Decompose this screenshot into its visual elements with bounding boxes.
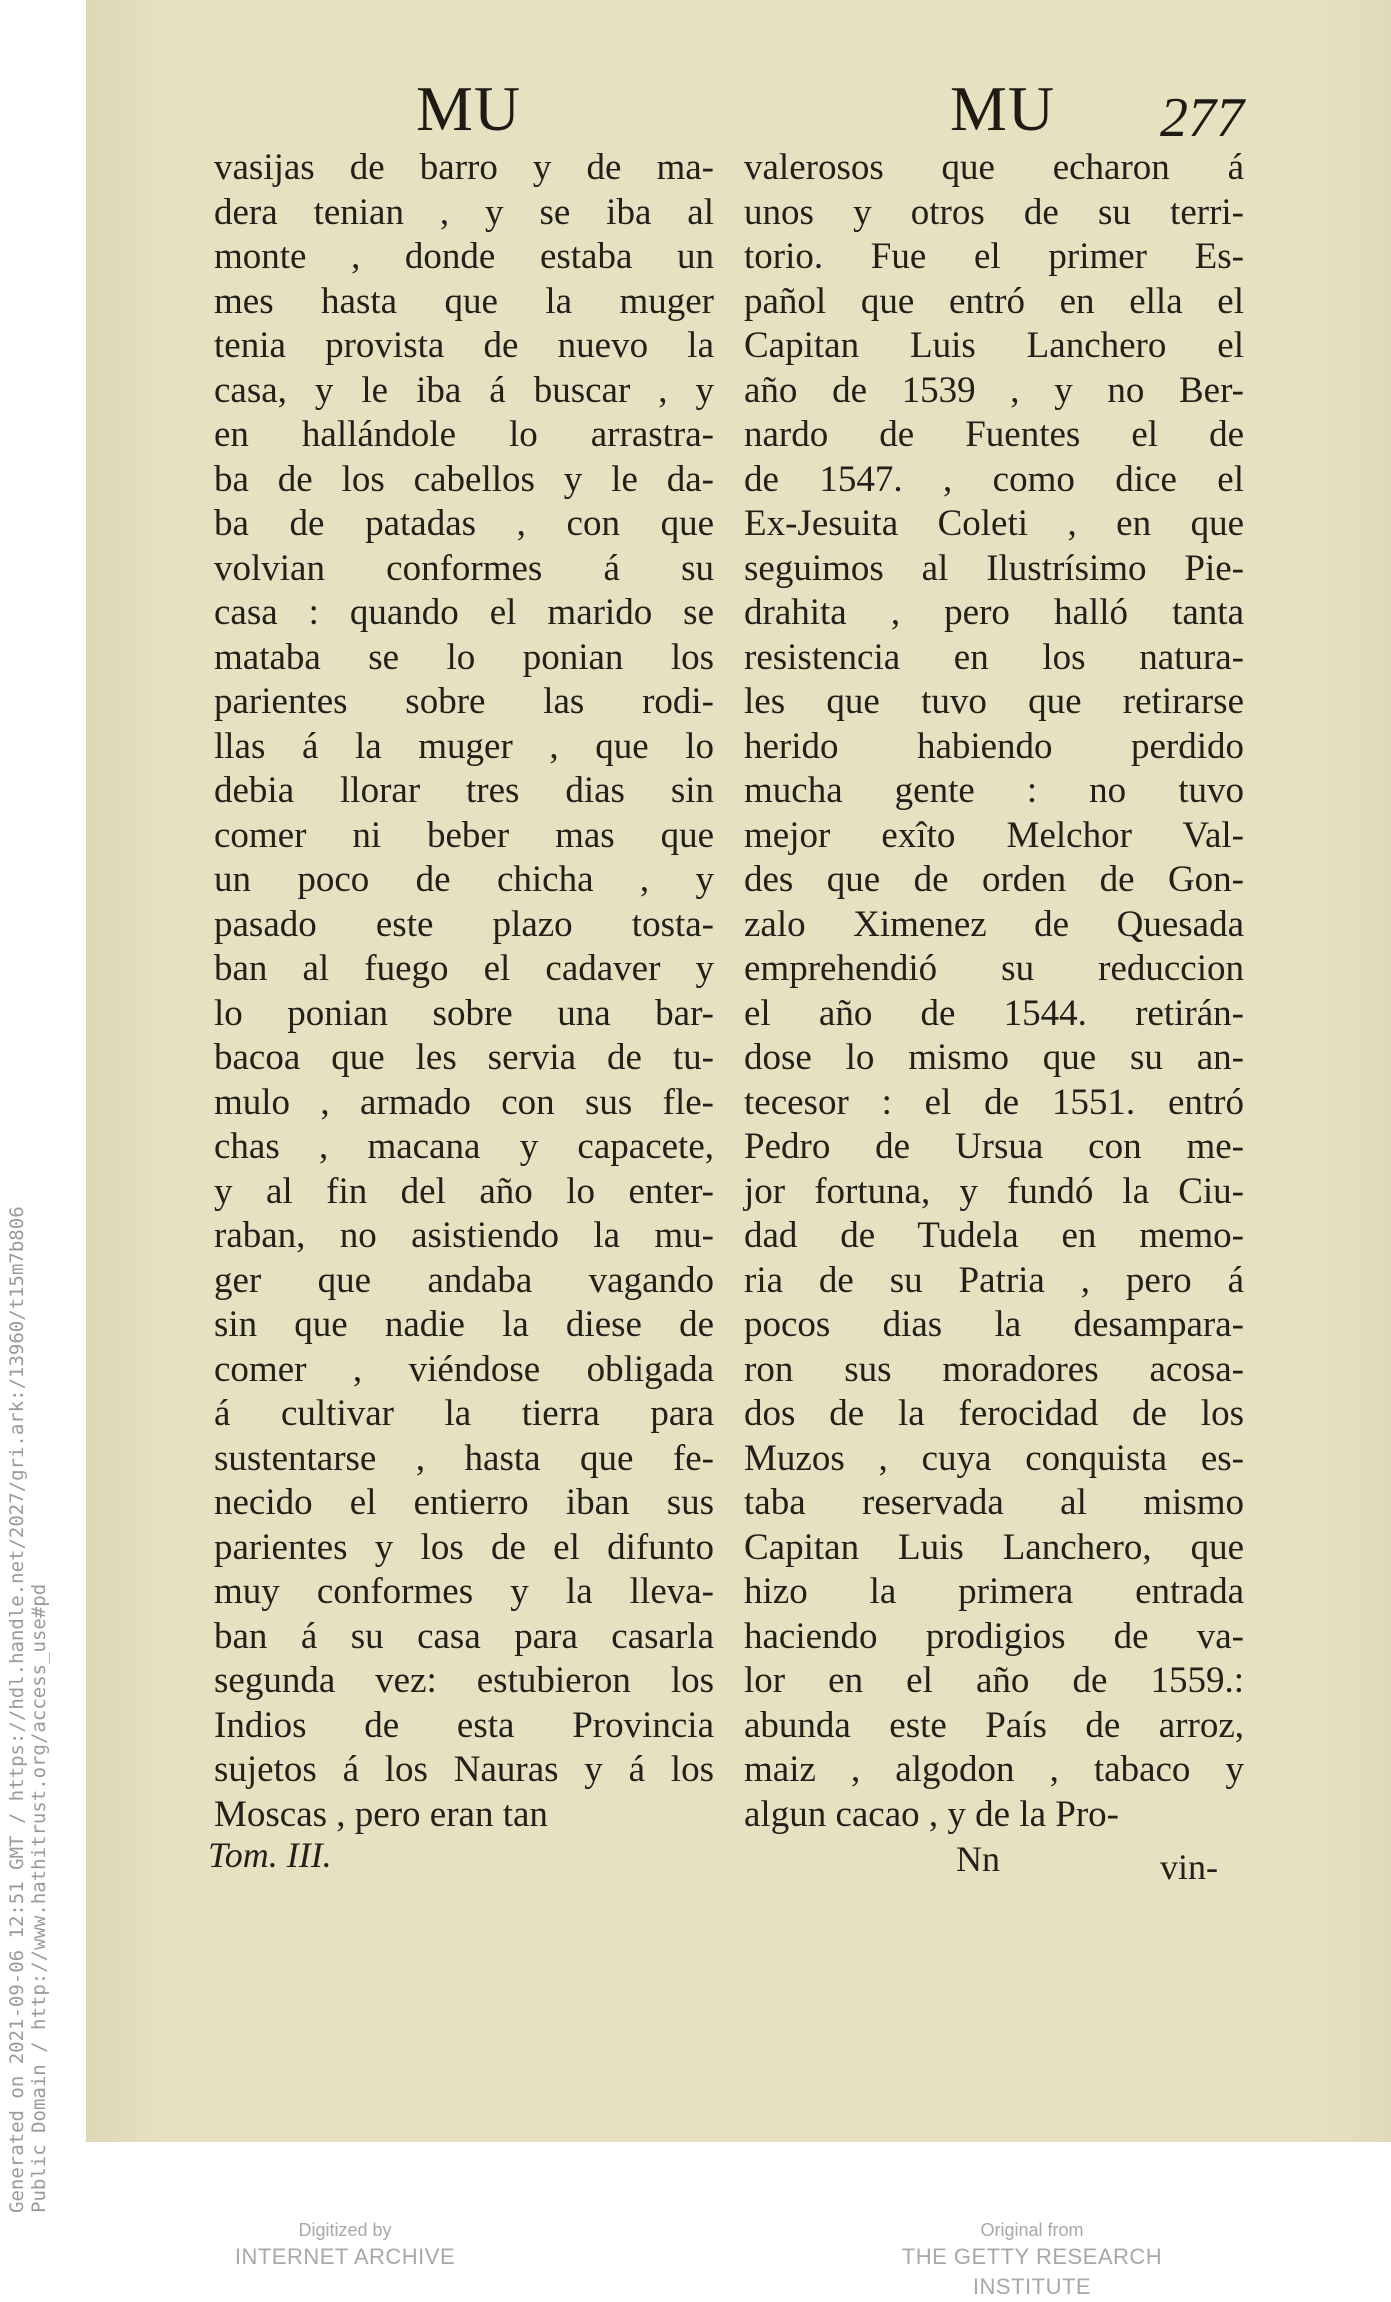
text-line: y al fin del año lo enter- — [214, 1170, 714, 1212]
digitized-by-label: Digitized by — [298, 2220, 392, 2240]
text-line: casa, y le iba á buscar , y — [214, 369, 714, 411]
text-line: un poco de chicha , y — [214, 859, 714, 900]
text-line: ron sus moradores acosa- — [744, 1348, 1244, 1390]
text-line: comer ni beber mas que — [214, 814, 714, 856]
text-line: Capitan Luis Lanchero, que — [744, 1526, 1244, 1568]
text-line: muy conformes y la lleva- — [214, 1571, 714, 1612]
text-line: comer , viéndose obligada — [214, 1348, 714, 1390]
internet-archive-label: INTERNET ARCHIVE — [234, 2244, 456, 2269]
text-line: Indios de esta Provincia — [214, 1704, 714, 1746]
text-line: raban, no asistiendo la mu- — [214, 1215, 714, 1256]
text-line: sustentarse , hasta que fe- — [214, 1437, 714, 1479]
text-line: Ex-Jesuita Coleti , en que — [744, 503, 1244, 544]
text-line: volvian conformes á su — [214, 547, 714, 589]
text-line: ban á su casa para casarla — [214, 1615, 714, 1657]
stamp-public-domain-line: Public Domain / http://www.hathitrust.org/access_use#pd — [28, 1583, 50, 2213]
volume-label: Tom. III. — [208, 1835, 332, 1875]
hathitrust-stamp — [4, 1115, 52, 2235]
text-line: llas á la muger , que lo — [214, 725, 714, 767]
stamp-generated-line: Generated on 2021-09-06 12:51 GMT / https://hdl.handle.net/2027/gri.ark:/13960/t15m7b806 — [6, 1206, 28, 2213]
text-line: herido habiendo perdido — [744, 725, 1244, 767]
text-line: necido el entierro iban sus — [214, 1482, 714, 1523]
text-line: en hallándole lo arrastra- — [214, 414, 714, 455]
text-line: tenia provista de nuevo la — [214, 325, 714, 366]
text-line: debia llorar tres dias sin — [214, 770, 714, 811]
text-line: mes hasta que la muger — [214, 280, 714, 322]
signature-mark: Nn — [956, 1839, 1000, 1879]
text-line: ger que andaba vagando — [214, 1259, 714, 1301]
text-line: nardo de Fuentes el de — [744, 414, 1244, 455]
right-text-column — [744, 146, 1244, 1837]
text-line: parientes sobre las rodi- — [214, 681, 714, 722]
text-line: lor en el año de 1559.: — [744, 1660, 1244, 1701]
text-line: parientes y los de el difunto — [214, 1526, 714, 1568]
text-line: ba de patadas , con que — [214, 503, 714, 544]
text-line: de 1547. , como dice el — [744, 458, 1244, 500]
text-line: casa : quando el marido se — [214, 592, 714, 633]
original-from-label: Original from — [980, 2220, 1084, 2240]
left-running-head: MU — [416, 73, 522, 144]
digitized-by-credit — [220, 2218, 470, 2272]
text-line: Capitan Luis Lanchero el — [744, 325, 1244, 366]
text-line: taba reservada al mismo — [744, 1482, 1244, 1523]
text-line: sujetos á los Nauras y á los — [214, 1749, 714, 1790]
text-line: Pedro de Ursua con me- — [744, 1126, 1244, 1167]
text-line: algun cacao , y de la Pro- — [744, 1793, 1119, 1835]
text-line: mejor exîto Melchor Val- — [744, 814, 1244, 856]
text-line: dose lo mismo que su an- — [744, 1037, 1244, 1078]
text-line: mucha gente : no tuvo — [744, 770, 1244, 811]
text-line: Muzos , cuya conquista es- — [744, 1437, 1244, 1479]
text-line: unos y otros de su terri- — [744, 191, 1244, 233]
text-line: valerosos que echaron á — [744, 147, 1244, 188]
text-line: el año de 1544. retirán- — [744, 992, 1244, 1034]
text-line: ria de su Patria , pero á — [744, 1259, 1244, 1301]
text-line: bacoa que les servia de tu- — [214, 1037, 714, 1078]
text-line: emprehendió su reduccion — [744, 948, 1244, 989]
text-line: ba de los cabellos y le da- — [214, 458, 714, 500]
page-number: 277 — [1160, 87, 1244, 149]
text-line: mataba se lo ponian los — [214, 636, 714, 678]
text-line: sin que nadie la diese de — [214, 1304, 714, 1345]
text-line: dera tenian , y se iba al — [214, 191, 714, 233]
text-line: maiz , algodon , tabaco y — [744, 1749, 1244, 1790]
text-line: zalo Ximenez de Quesada — [744, 903, 1244, 945]
text-line: torio. Fue el primer Es- — [744, 236, 1244, 277]
text-line: monte , donde estaba un — [214, 236, 714, 277]
text-line: hizo la primera entrada — [744, 1571, 1244, 1612]
original-from-credit — [842, 2218, 1222, 2302]
text-line: dos de la ferocidad de los — [744, 1393, 1244, 1434]
text-line: des que de orden de Gon- — [744, 859, 1244, 900]
text-line: tecesor : el de 1551. entró — [744, 1081, 1244, 1123]
text-line: pañol que entró en ella el — [744, 280, 1244, 322]
text-line: abunda este País de arroz, — [744, 1704, 1244, 1746]
text-line: Moscas , pero eran tan — [214, 1793, 548, 1835]
left-text-column — [214, 146, 714, 1837]
text-line: jor fortuna, y fundó la Ciu- — [744, 1170, 1244, 1212]
text-line: pocos dias la desampara- — [744, 1304, 1244, 1345]
text-line: ban al fuego el cadaver y — [214, 948, 714, 989]
text-line: vasijas de barro y de ma- — [214, 147, 714, 188]
text-line: seguimos al Ilustrísimo Pie- — [744, 547, 1244, 589]
text-line: haciendo prodigios de va- — [744, 1615, 1244, 1657]
getty-institute-label: THE GETTY RESEARCH INSTITUTE — [901, 2244, 1163, 2299]
text-line: á cultivar la tierra para — [214, 1393, 714, 1434]
text-line: mulo , armado con sus fle- — [214, 1081, 714, 1123]
text-line: chas , macana y capacete, — [214, 1126, 714, 1167]
text-line: pasado este plazo tosta- — [214, 903, 714, 945]
text-line: lo ponian sobre una bar- — [214, 992, 714, 1034]
text-line: dad de Tudela en memo- — [744, 1215, 1244, 1256]
text-line: les que tuvo que retirarse — [744, 681, 1244, 722]
catchword: vin- — [1160, 1847, 1218, 1887]
right-running-head: MU — [950, 73, 1056, 144]
text-line: segunda vez: estubieron los — [214, 1660, 714, 1701]
text-line: resistencia en los natura- — [744, 636, 1244, 678]
text-line: año de 1539 , y no Ber- — [744, 369, 1244, 411]
text-line: drahita , pero halló tanta — [744, 592, 1244, 633]
